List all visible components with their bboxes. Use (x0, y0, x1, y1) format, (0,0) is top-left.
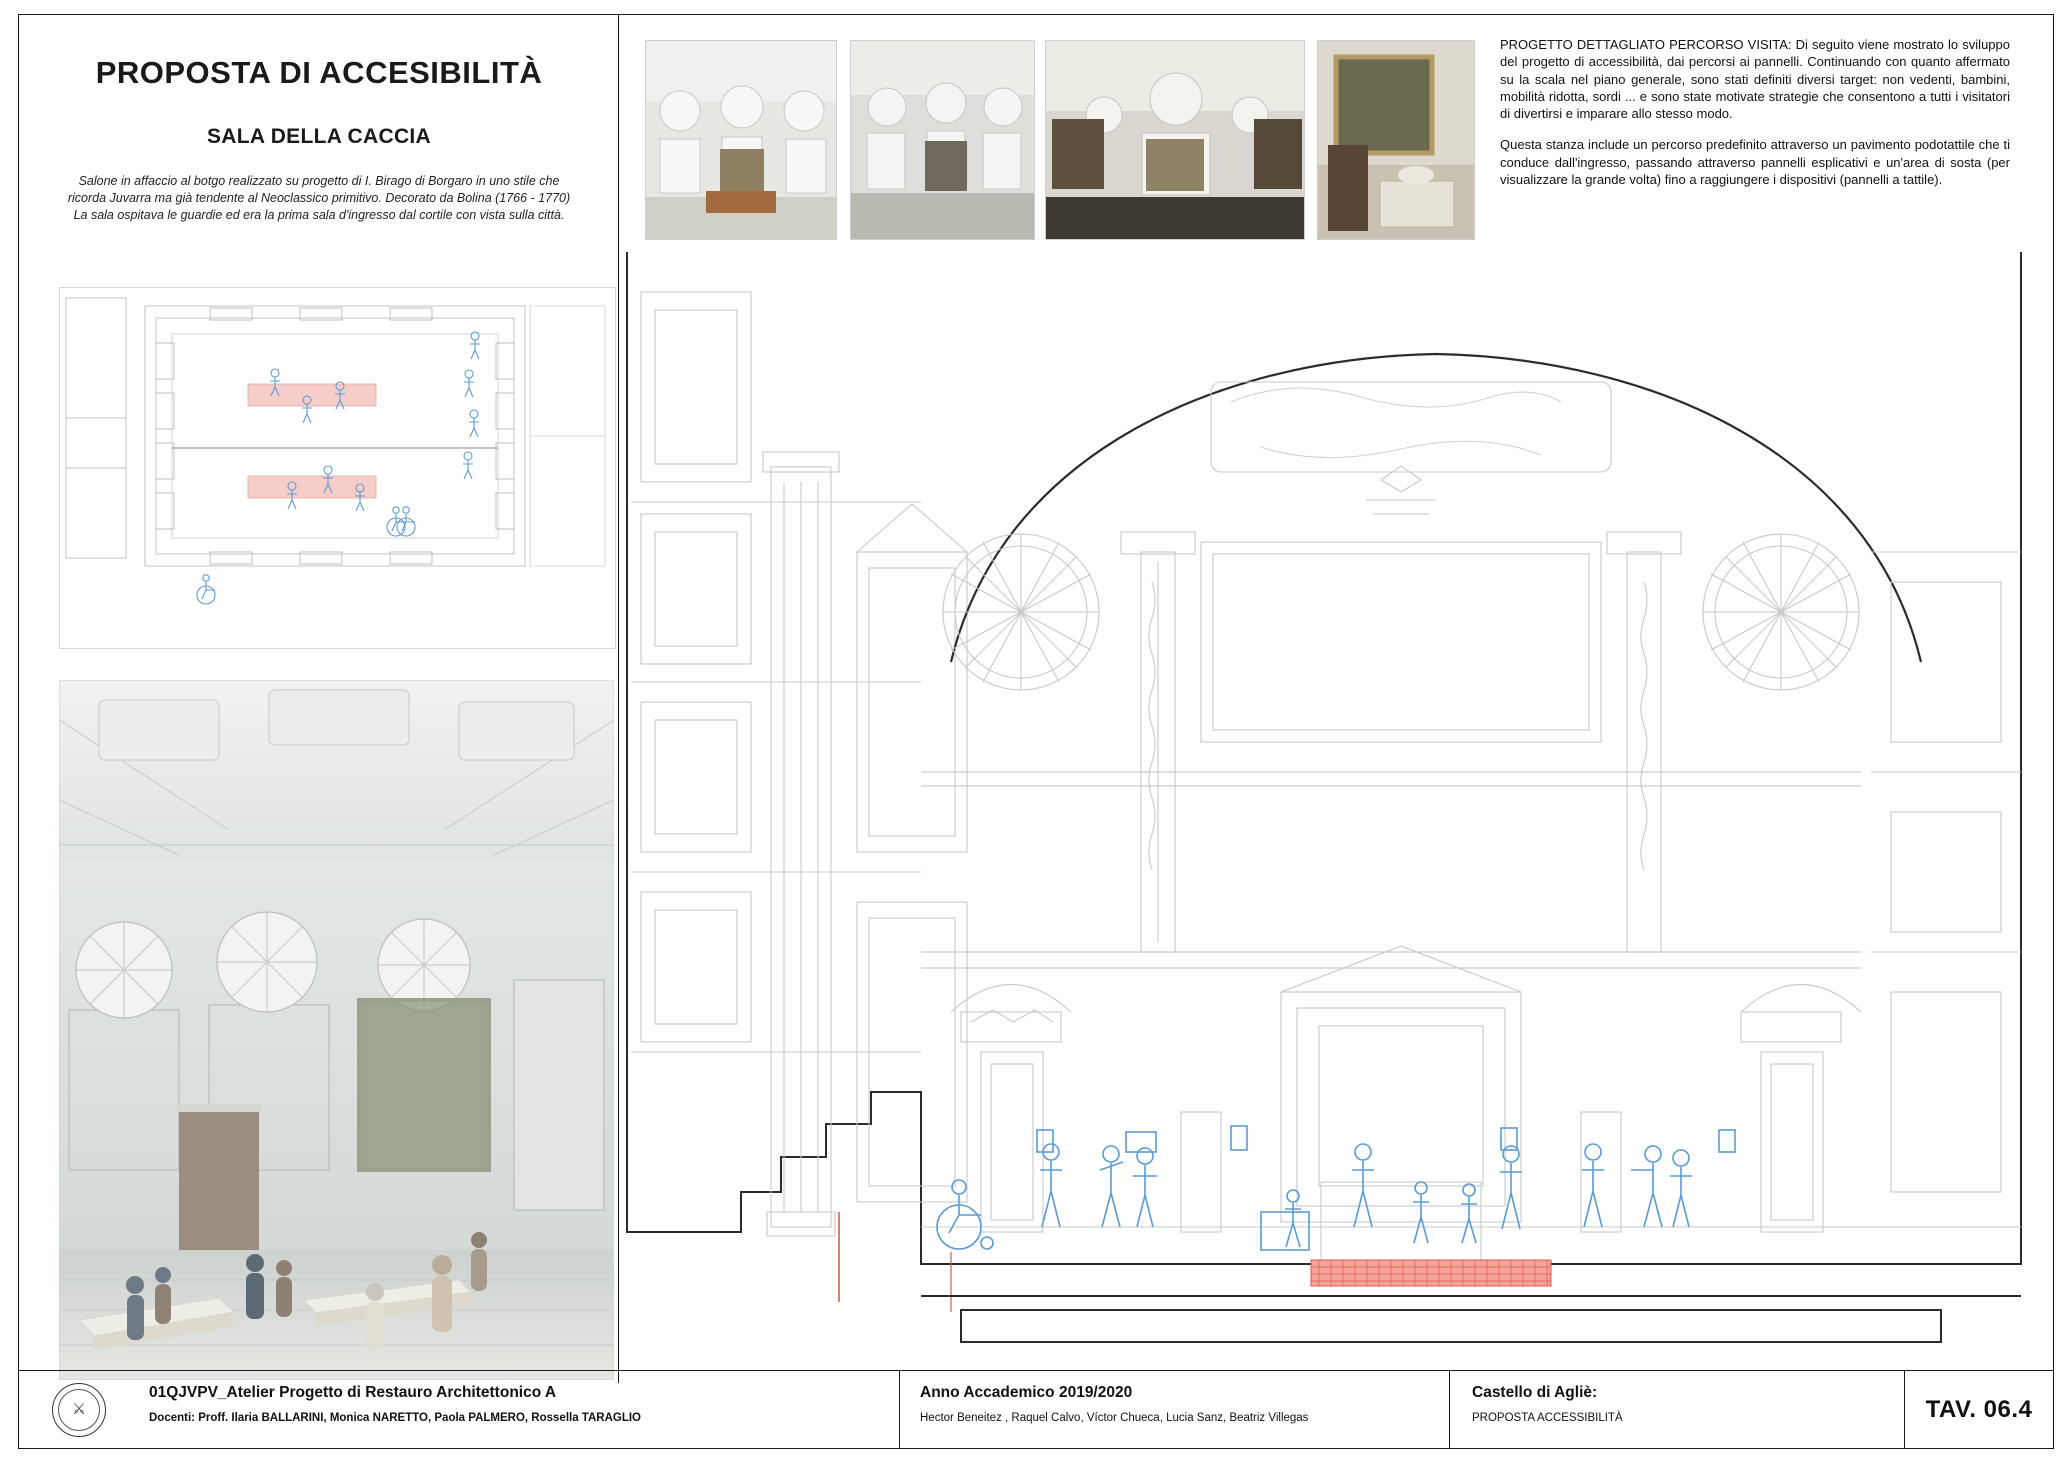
room-title: SALA DELLA CACCIA (206, 125, 432, 148)
paragraph-1: PROGETTO DETTAGLIATO PERCORSO VISITA: Di seguito viene mostrato lo sviluppo del progetto di accessibilità, dai percorsi ai pannelli. Continuando con quanto affermato su la scala nel piano generale, sono stati definiti diversi target: non vedenti, bambini, mobilità ridotta, sordi ... e sono state motivate strategie che consentono a tutti i visitatori di divertirsi e imparare allo stesso modo. (1500, 37, 2010, 122)
floor-plan-drawing (59, 287, 616, 649)
elevation-svg (621, 252, 2033, 1380)
section-elevation-drawing (621, 252, 2033, 1380)
photo-thumbnail (645, 40, 837, 240)
project-description-text (1500, 36, 2010, 202)
sheet-number-box (1904, 1371, 2053, 1449)
course-title: 01QJVPV_Atelier Progetto di Restauro Architettonico A (149, 1384, 557, 1401)
course-info (149, 1371, 889, 1449)
sheet-number: TAV. 06.4 (1925, 1396, 2033, 1423)
photo-thumbnail (1317, 40, 1475, 240)
photo-thumbnail (1045, 40, 1305, 240)
title-block (19, 1370, 2053, 1448)
paragraph-2: Questa stanza include un percorso predefinito attraverso un pavimento podotattile che ti conduce dall'ingresso, passando attraverso pannelli esplicativi e un'area di sosta (per visualizzare la grande volta) fino a raggiungere i dispositivi (pannelli a tattile). (1500, 137, 2010, 187)
university-logo (19, 1371, 139, 1449)
floor-plan-svg (60, 288, 615, 648)
course-teachers: Docenti: Proff. Ilaria BALLARINI, Monica NARETTO, Paola PALMERO, Rossella TARAGLIO (149, 1412, 641, 1424)
photo-thumbnail (850, 40, 1035, 240)
castle-title: Castello di Agliè: (1472, 1384, 1598, 1401)
seal-inner-icon: ⚔ (58, 1389, 100, 1431)
students-list: Hector Beneitez , Raquel Calvo, Víctor Chueca, Lucia Sanz, Beatriz Villegas (920, 1412, 1309, 1424)
seal-icon (52, 1383, 106, 1437)
left-column (19, 15, 619, 1383)
academic-year: Anno Accademico 2019/2020 (920, 1384, 1133, 1401)
page-title: PROPOSTA DI ACCESIBILITÀ (95, 55, 543, 90)
academic-year-info (899, 1371, 1389, 1449)
interior-render-image (59, 680, 614, 1380)
render-svg (59, 680, 614, 1380)
project-info (1449, 1371, 1899, 1449)
room-description: Salone in affaccio al botgo realizzato su progetto di I. Birago di Borgaro in uno stile che ricorda Juvarra ma già tendente al Neoclassico primitivo. Decorato da Bolina (1766 - 1770) La sala ospitava le guardie ed era la prima sala d'ingresso dal cortile con vista sulla città. (67, 174, 571, 222)
castle-subtitle: PROPOSTA ACCESSIBILITÀ (1472, 1412, 1623, 1424)
